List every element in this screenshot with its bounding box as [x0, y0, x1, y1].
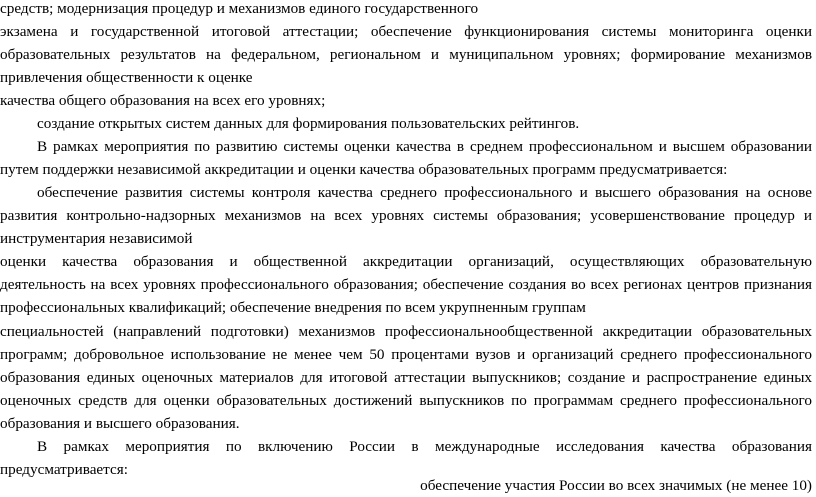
text-line: оценочных средств для оценки образовательных достижений выпускников по программам среднего профессионального [0, 392, 812, 409]
text-line: программ; добровольное использование не менее чем 50 процентами вузов и организаций среднего профессионального [0, 346, 812, 363]
text-line: инструментария независимой [0, 230, 193, 247]
text-line: средств; модернизация процедур и механизмов единого государственного [0, 0, 479, 17]
text-line: образовательных результатов на федеральном, региональном и муниципальном уровнях; формирование механизмов [0, 46, 812, 63]
text-line: деятельность на всех уровнях профессионального образования; обеспечение создания во всех регионах центров признания [0, 276, 812, 293]
text-line: В рамках мероприятия по развитию системы оценки качества в среднем профессиональном и высшем образовании [37, 138, 812, 155]
text-line: создание открытых систем данных для формирования пользовательских рейтингов. [37, 115, 580, 132]
text-line: качества общего образования на всех его уровнях; [0, 92, 326, 109]
text-line: В рамках мероприятия по включению России в международные исследования качества образования [37, 438, 812, 455]
text-line: развития контрольно-надзорных механизмов на всех уровнях системы образования; усовершенствование процедур и [0, 207, 812, 224]
text-line: оценки качества образования и общественной аккредитации организаций, осуществляющих образовательную [0, 253, 812, 270]
text-line: образования единых оценочных материалов для итоговой аттестации выпускников; создание и распространение единых [0, 369, 812, 386]
text-line: путем поддержки независимой аккредитации и оценки качества образовательных программ предусматривается: [0, 161, 728, 178]
text-line: обеспечение участия России во всех значимых (не менее 10) [420, 477, 812, 494]
text-line: обеспечение развития системы контроля качества среднего профессионального и высшего образования на основе [37, 184, 812, 201]
text-line: специальностей (направлений подготовки) механизмов профессиональнообщественной аккредитации образовательных [0, 323, 812, 340]
text-line: профессиональных квалификаций; обеспечение внедрения по всем укрупненным группам [0, 299, 586, 316]
text-line: образования и высшего образования. [0, 415, 240, 432]
text-line: предусматривается: [0, 461, 128, 478]
text-line: экзамена и государственной итоговой аттестации; обеспечение функционирования системы мониторинга оценки [0, 23, 812, 40]
text-line: привлечения общественности к оценке [0, 69, 253, 86]
